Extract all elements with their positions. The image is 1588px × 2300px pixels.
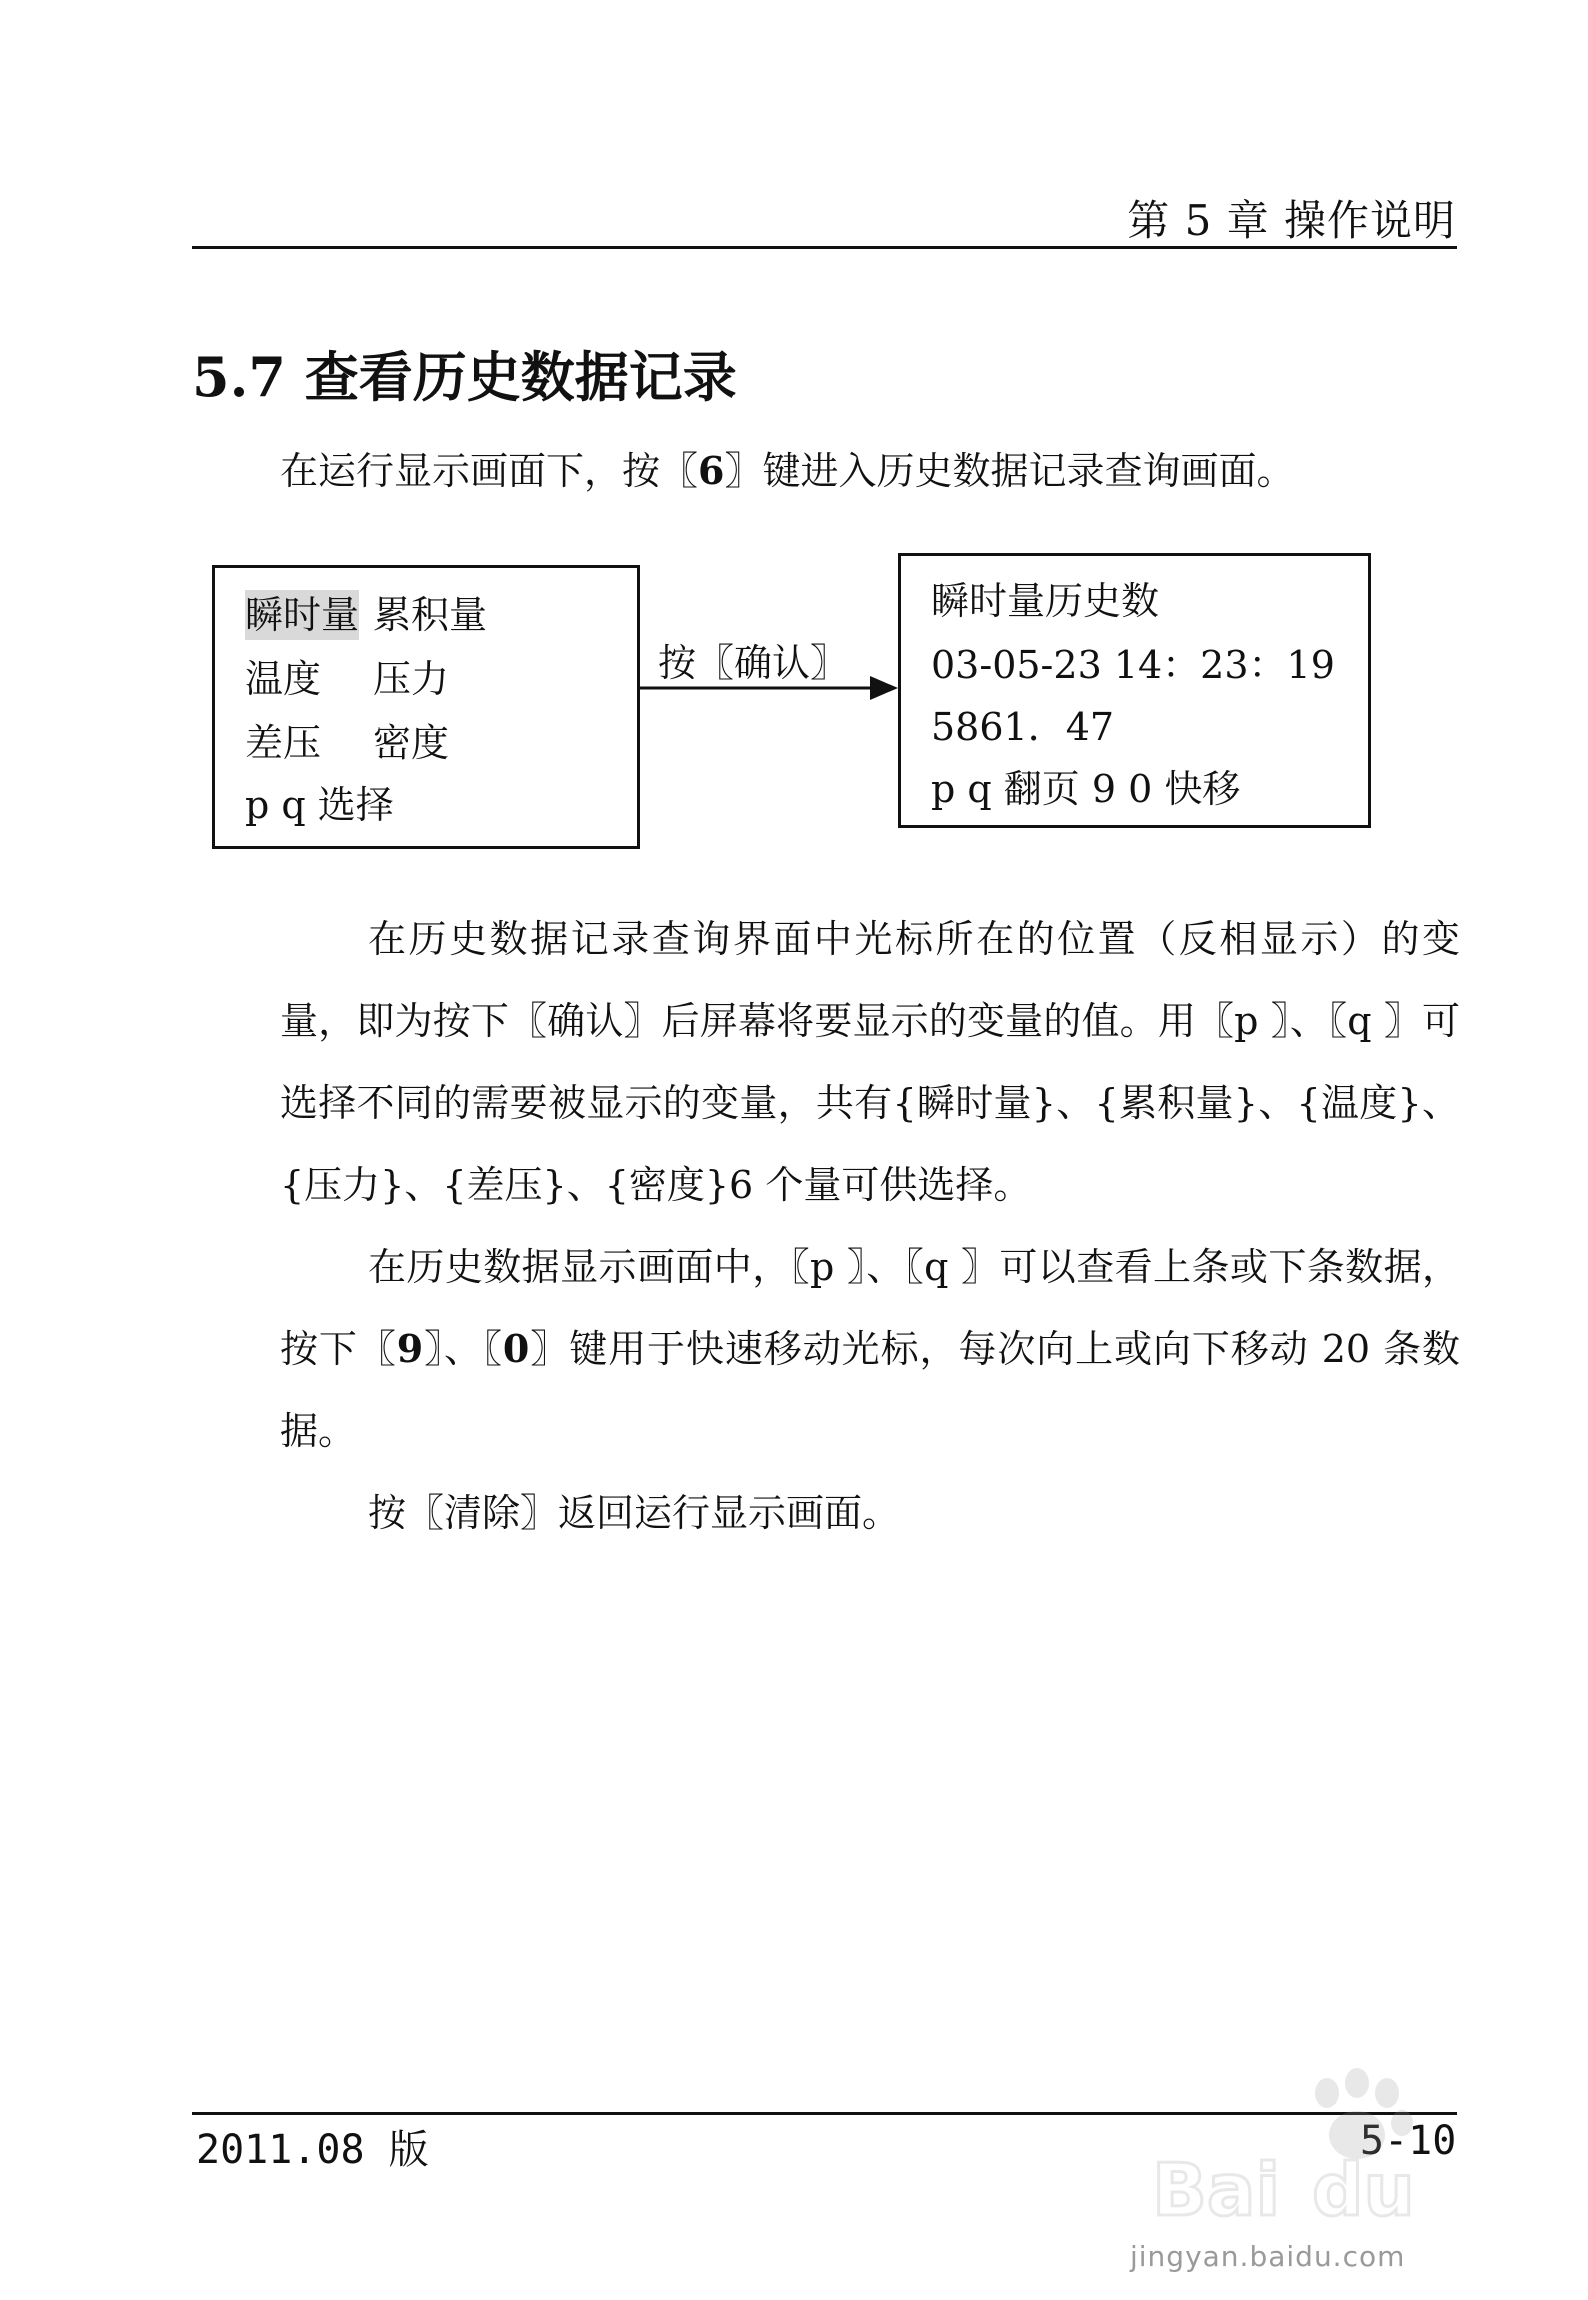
edition-label: 2011.08 版 [196, 2127, 429, 2173]
svg-text:du: du [1312, 2148, 1415, 2232]
paragraph-1: 在历史数据记录查询界面中光标所在的位置（反相显示）的变量，即为按下〖确认〗后屏幕将要显示的变量的值。用〖p 〗、〖q 〗可选择不同的需要被显示的变量，共有{瞬时量}、{累积量}、{温度}、{压力}、{差压}、{密度}6 个量可供选择。 [280, 917, 1460, 1207]
history-value: 5861．47 [931, 705, 1115, 749]
menu-item-density: 密度 [373, 721, 450, 765]
intro-after: 〗键进入历史数据记录查询画面。 [724, 449, 1295, 493]
page-number: 5-10 [1360, 2118, 1457, 2164]
history-title: 瞬时量历史数 [931, 579, 1160, 623]
history-hint: p q 翻页 9 0 快移 [931, 767, 1241, 811]
p2-part-c: 〗键用于快速移动光标，每次向上或向下移动 20 条数据。 [280, 1327, 1460, 1453]
menu-hint: p q 选择 [245, 783, 394, 827]
paragraph-2 [280, 1226, 1460, 1472]
intro-paragraph [280, 440, 1294, 495]
section-title: 5.7 查看历史数据记录 [192, 345, 737, 409]
menu-item-accumulated: 累积量 [373, 593, 488, 637]
history-timestamp: 03-05-23 14：23：19 [931, 643, 1335, 687]
arrow-icon [638, 670, 900, 706]
baidu-watermark-logo-icon [1112, 2065, 1512, 2235]
intro-before: 在运行显示画面下，按〖 [280, 449, 699, 493]
p2-part-b: 〗、〖 [423, 1327, 503, 1371]
menu-item-diff-pressure: 差压 [245, 721, 322, 765]
svg-text:Bai: Bai [1152, 2148, 1281, 2232]
intro-key: 6 [698, 448, 725, 493]
menu-screen [212, 565, 640, 849]
paragraph-3: 按〖清除〗返回运行显示画面。 [368, 1491, 901, 1535]
menu-item-pressure: 压力 [373, 657, 450, 701]
p2-key-9: 9 [396, 1326, 424, 1371]
chapter-header: 第 5 章 操作说明 [1127, 196, 1456, 245]
arrow-label: 按〖确认〗 [658, 641, 849, 685]
p2-key-0: 0 [502, 1326, 530, 1371]
menu-item-temperature: 温度 [245, 657, 322, 701]
watermark-url: jingyan.baidu.com [1130, 2240, 1406, 2273]
header-rule [192, 246, 1457, 249]
p2-part-a: 在历史数据显示画面中，〖p 〗、〖q 〗可以查看上条或下条数据，按下〖 [280, 1245, 1460, 1371]
history-screen [898, 553, 1371, 828]
menu-item-instant-highlighted: 瞬时量 [245, 590, 359, 640]
